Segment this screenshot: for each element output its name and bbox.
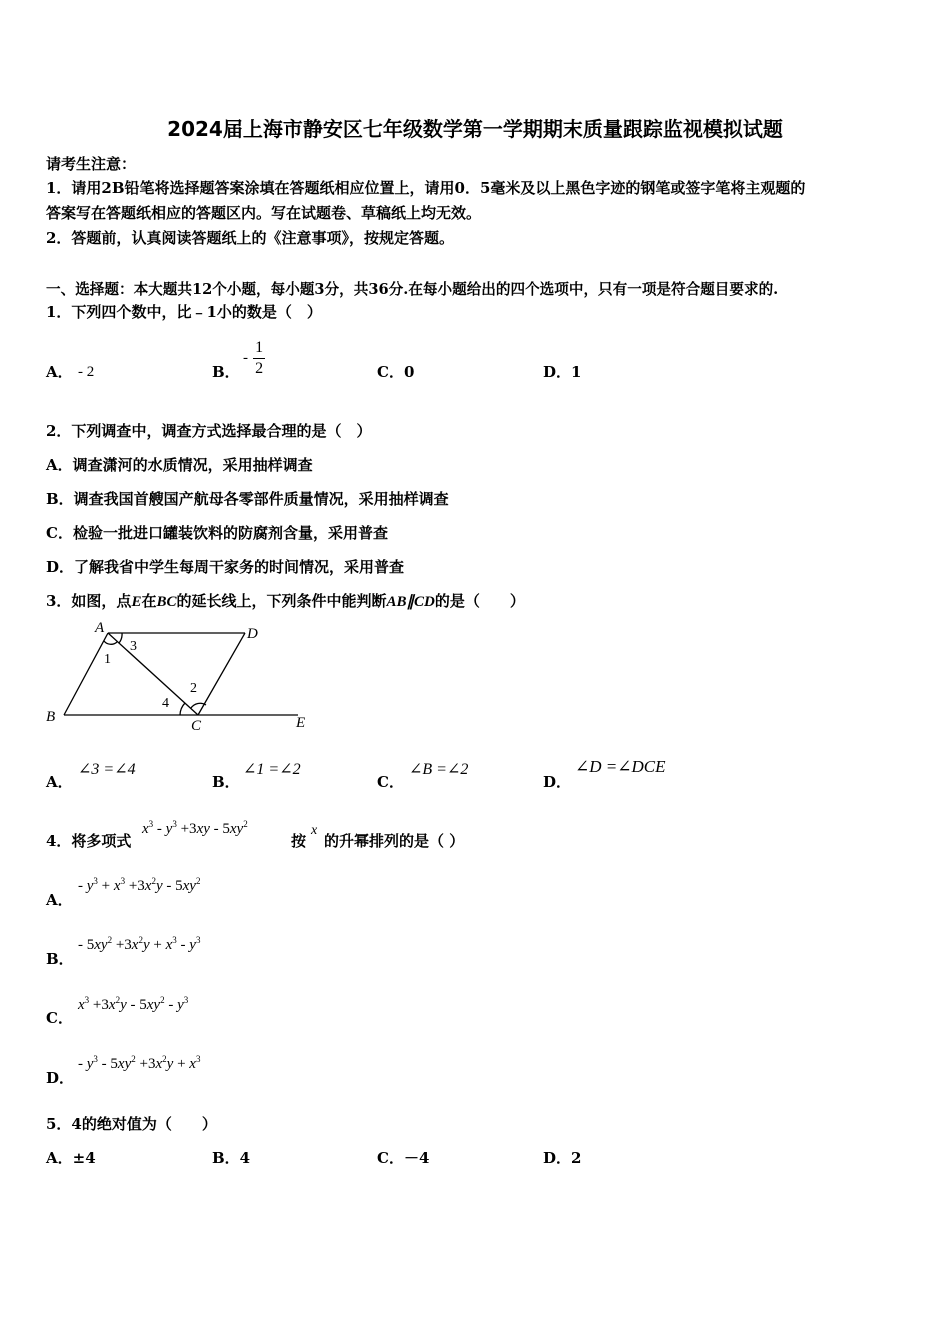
- q2-option-d: D．了解我省中学生每周干家务的时间情况，采用普查: [46, 558, 405, 576]
- q3-stem-post: 的是（ ）: [434, 592, 525, 610]
- q2-stem: 2．下列调查中，调查方式选择最合理的是（ ）: [46, 422, 372, 440]
- label-angle-2: 2: [190, 681, 197, 696]
- label-angle-1: 1: [104, 652, 111, 667]
- q3-option-b-label: B．: [212, 773, 240, 791]
- q3-figure: [40, 618, 330, 738]
- q1-option-d-label: D．: [543, 363, 572, 381]
- label-angle-3: 3: [130, 639, 137, 654]
- segment-cd: [198, 633, 245, 715]
- angle-4-arc: [180, 703, 185, 715]
- q2-option-a: A．调查潇河的水质情况，采用抽样调查: [46, 456, 313, 474]
- q4-option-b-expr: - $5xy^2 +3x^2y + x^3 - y^3$: [78, 935, 201, 953]
- q4-stem-mid: 按: [291, 832, 307, 850]
- q2-option-c: C．检验一批进口罐装饮料的防腐剂含量，采用普查: [46, 524, 388, 542]
- q3-option-d-label: D．: [543, 773, 572, 791]
- notice-line-1a: 1．请用2B铅笔将选择题答案涂填在答题纸相应位置上，请用0．5毫米及以上黑色字迹的钢笔或签字笔将主观题的: [46, 179, 806, 197]
- q4-variable: x: [311, 823, 318, 838]
- q1-option-a-label: A．: [46, 363, 73, 381]
- q1-option-d: [543, 361, 581, 382]
- q5-option-d: D．2: [543, 1149, 582, 1167]
- q4-option-a-label: A．: [46, 891, 73, 909]
- q3-stem-pre: 3．如图，点: [46, 592, 132, 610]
- q1-stem: 1．下列四个数中，比﹣1小的数是（ ）: [46, 303, 322, 321]
- q4-polynomial: $x^3 - y^3 +3xy - 5xy^2$: [142, 819, 248, 837]
- q5-option-a: A．±4: [46, 1149, 96, 1167]
- q2-option-b: B．调查我国首艘国产航母各零部件质量情况，采用抽样调查: [46, 490, 449, 508]
- q3-option-b-expr: ∠1 =∠2: [243, 761, 301, 778]
- fraction-numerator: 1: [253, 338, 265, 359]
- fraction: [253, 338, 265, 379]
- section-header: 一、选择题：本大题共12个小题，每小题3分，共36分.在每小题给出的四个选项中，只有一项是符合题目要求的.: [46, 281, 779, 298]
- label-a: A: [95, 620, 105, 636]
- fraction-denominator: 2: [255, 360, 264, 377]
- q5-option-b: B．4: [212, 1149, 251, 1167]
- q3-point-e: E: [131, 594, 142, 610]
- q4-stem-pre: 4．将多项式: [46, 832, 132, 850]
- q4-option-a-expr: - $y^3 + x^3 +3x^2y - 5xy^2$: [78, 876, 201, 894]
- label-c: C: [191, 718, 202, 734]
- q4-option-d-label: D．: [46, 1069, 75, 1087]
- label-d: D: [247, 626, 258, 642]
- q3-stem-mid1: 在: [141, 592, 157, 610]
- q3-stem: [46, 590, 525, 611]
- q1-option-c-value: 0: [403, 363, 415, 381]
- angle-1-arc: [104, 641, 117, 644]
- q3-option-c-label: C．: [377, 773, 404, 791]
- q1-option-c: [377, 361, 414, 382]
- q3-segment-bc: BC: [156, 594, 177, 610]
- q3-option-d-expr: ∠D =∠DCE: [575, 757, 666, 776]
- q4-option-c-expr: $x^3 +3x^2y - 5xy^2 - y^3$: [78, 995, 189, 1013]
- label-e: E: [296, 715, 306, 731]
- notice-line-1b: 答案写在答题纸相应的答题区内。写在试题卷、草稿纸上均无效。: [46, 204, 482, 222]
- q1-b-sign: -: [243, 350, 248, 366]
- q3-stem-mid2: 的延长线上，下列条件中能判断: [176, 592, 387, 610]
- q5-stem: 5．4的绝对值为（ ）: [46, 1115, 217, 1133]
- label-b: B: [46, 709, 56, 725]
- q1-option-d-value: 1: [571, 363, 582, 381]
- q4-option-c-label: C．: [46, 1009, 73, 1027]
- q4-option-d-expr: - $y^3 - 5xy^2 +3x^2y + x^3$: [78, 1054, 201, 1072]
- angle-3-arc: [119, 633, 122, 643]
- q4-option-b-label: B．: [46, 950, 74, 968]
- q1-option-c-label: C．: [377, 363, 404, 381]
- q1-option-a-value: - 2: [78, 364, 95, 380]
- q4-stem-post: 的升幂排列的是（ ）: [324, 832, 465, 850]
- page-title: 2024届上海市静安区七年级数学第一学期期末质量跟踪监视模拟试题: [167, 117, 783, 141]
- label-angle-4: 4: [162, 696, 169, 711]
- notice-line-2: 2．答题前，认真阅读答题纸上的《注意事项》，按规定答题。: [46, 229, 454, 247]
- q3-option-c-expr: ∠B =∠2: [409, 761, 469, 778]
- q3-option-a-label: A．: [46, 773, 73, 791]
- segment-ab: [64, 633, 108, 715]
- q5-option-c: C．－4: [377, 1149, 430, 1167]
- q3-option-a-expr: ∠3 =∠4: [78, 761, 136, 778]
- q1-option-b-fraction: [243, 338, 265, 379]
- notice-heading: 请考生注意：: [46, 155, 137, 173]
- q1-option-b-label: B．: [212, 363, 240, 381]
- q3-parallel-expr: AB∥CD: [386, 594, 435, 610]
